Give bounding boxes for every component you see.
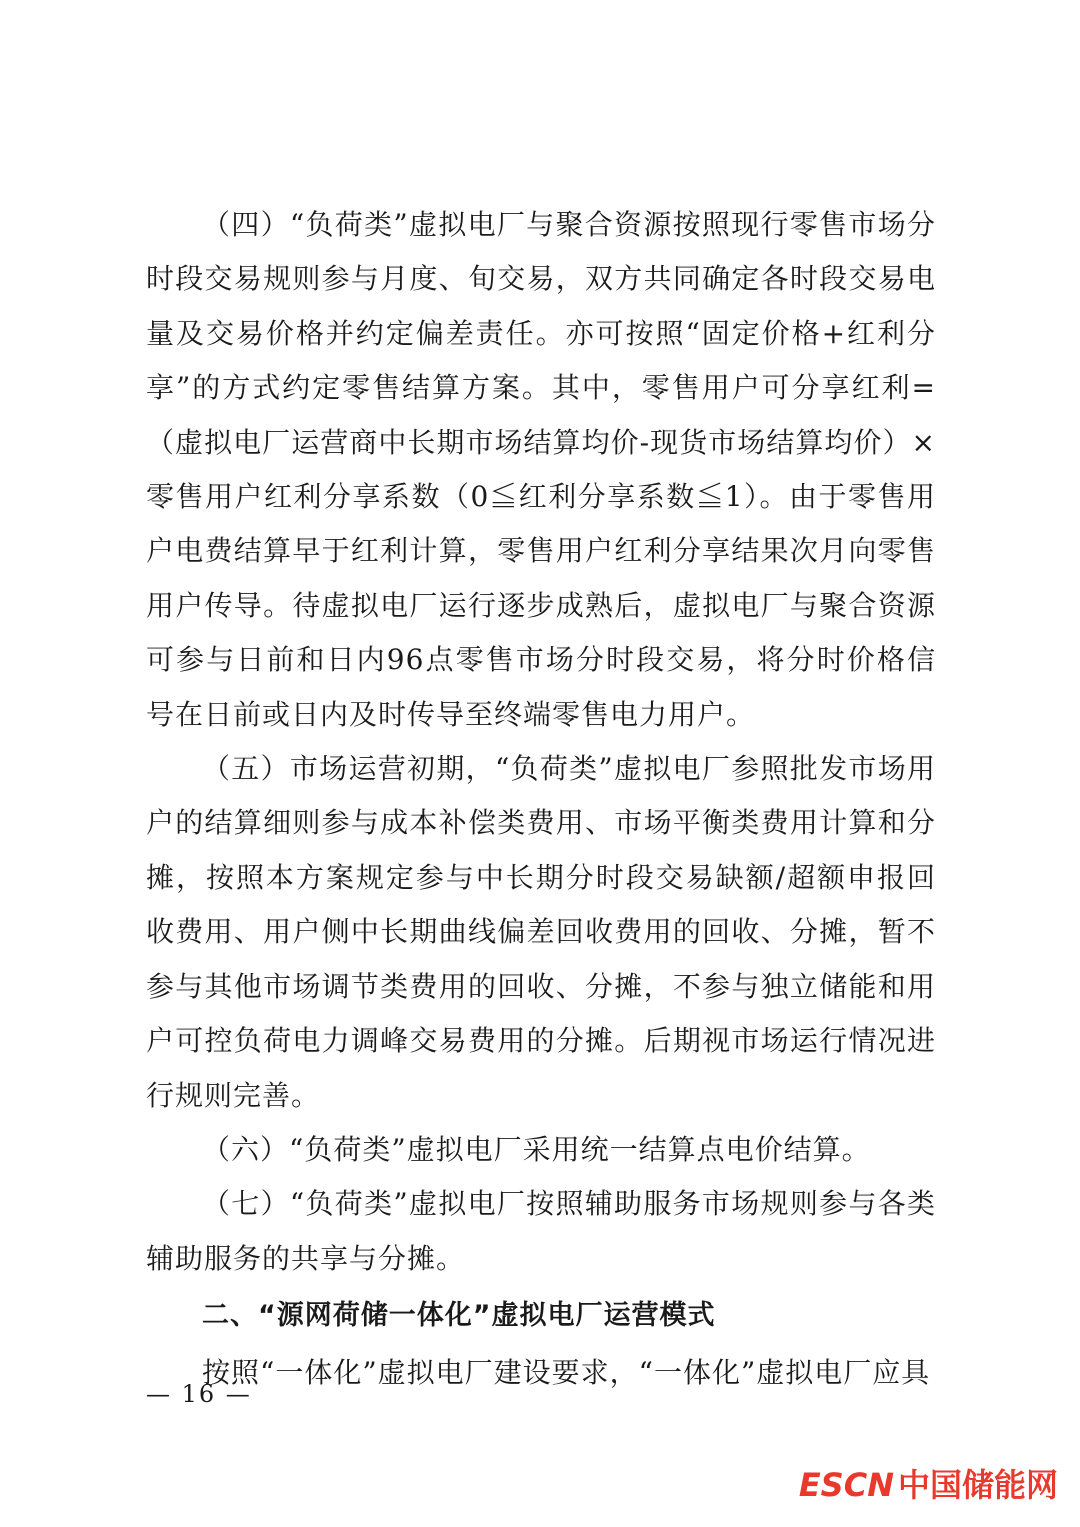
paragraph-continuation: 按照“一体化”虚拟电厂建设要求，“一体化”虚拟电厂应具 <box>202 1356 931 1390</box>
escn-watermark-logo <box>799 1465 1058 1505</box>
page-number: — 16 — <box>146 1380 252 1408</box>
paragraph-4: （四）“负荷类”虚拟电厂与聚合资源按照现行零售市场分时段交易规则参与月度、旬交易，双方共同确定各时段交易电量及交易价格并约定偏差责任。亦可按照“固定价格+红利分享”的方式约定零售结算方案。其中，零售用户可分享红利=（虚拟电厂运营商中长期市场结算均价-现货市场结算均价）×零售用户红利分享系数（0≦红利分享系数≦1）。由于零售用户电费结算早于红利计算，零售用户红利分享结果次月向零售用户传导。待虚拟电厂运行逐步成熟后，虚拟电厂与聚合资源可参与日前和日内96点零售市场分时段交易，将分时价格信号在日前或日内及时传导至终端零售电力用户。 <box>146 208 936 731</box>
paragraph-7: （七）“负荷类”虚拟电厂按照辅助服务市场规则参与各类辅助服务的共享与分摊。 <box>146 1187 936 1275</box>
paragraph-6: （六）“负荷类”虚拟电厂采用统一结算点电价结算。 <box>202 1132 871 1166</box>
document-body <box>146 198 936 1401</box>
section-heading: 二、“源网荷储一体化”虚拟电厂运营模式 <box>202 1300 716 1332</box>
watermark-name: 中国储能网 <box>897 1466 1058 1504</box>
watermark-brand: ESCN <box>798 1466 894 1504</box>
paragraph-5: （五）市场运营初期，“负荷类”虚拟电厂参照批发市场用户的结算细则参与成本补偿类费用、市场平衡类费用计算和分摊，按照本方案规定参与中长期分时段交易缺额/超额申报回收费用、用户侧中长期曲线偏差回收费用的回收、分摊，暂不参与其他市场调节类费用的回收、分摊，不参与独立储能和用户可控负荷电力调峰交易费用的分摊。后期视市场运行情况进行规则完善。 <box>146 752 936 1112</box>
